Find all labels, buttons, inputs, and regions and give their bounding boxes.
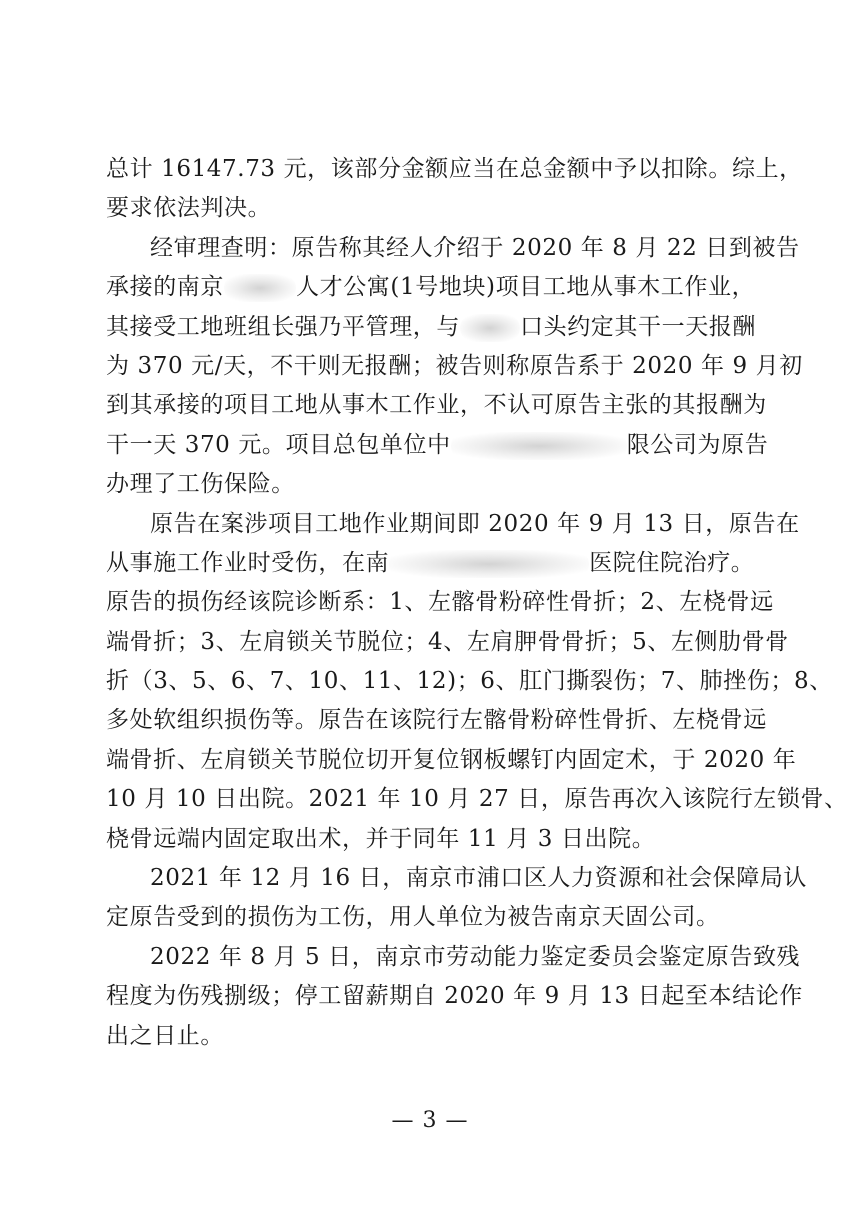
text-line: 原告的损伤经该院诊断系：1、左髂骨粉碎性骨折；2、左桡骨远 — [106, 589, 774, 616]
text-line: 折（3、5、6、7、10、11、12)；6、肛门撕裂伤；7、肺挫伤；8、 — [106, 668, 833, 695]
text-line: 端骨折；3、左肩锁关节脱位；4、左肩胛骨骨折；5、左侧肋骨骨 — [106, 628, 789, 655]
page-number: — 3 — — [391, 1108, 469, 1133]
text-line-redacted — [106, 268, 766, 307]
redaction-blur — [224, 274, 296, 302]
text-line: 桡骨远端内固定取出术，并于同年 11 月 3 日出院。 — [106, 825, 656, 852]
line-text-after-redaction: 医院住院治疗。 — [589, 549, 755, 576]
text-line: 10 月 10 日出院。2021 年 10 月 27 日，原告再次入该院行左锁骨、 — [106, 786, 848, 813]
line-text-after-redaction: 口头约定其干一天报酬 — [520, 313, 756, 340]
line-text-after-redaction: 限公司为原告 — [626, 431, 769, 458]
line-text-before-redaction: 其接受工地班组长强乃平管理，与 — [106, 313, 460, 340]
paragraph-start-line: 经审理查明：原告称其经人介绍于 2020 年 8 月 22 日到被告 — [150, 234, 800, 261]
text-line-redacted — [106, 426, 769, 465]
text-line-redacted — [106, 308, 766, 347]
text-line: 出之日止。 — [106, 1022, 224, 1049]
line-text-before-redaction: 从事施工作业时受伤，在南 — [106, 549, 390, 576]
document-body — [106, 150, 848, 1056]
text-line: 总计 16147.73 元，该部分金额应当在总金额中予以扣除。综上， — [106, 156, 803, 182]
text-line: 要求依法判决。 — [106, 195, 272, 222]
redaction-blur — [460, 314, 520, 342]
text-line: 程度为伤残捌级；停工留薪期自 2020 年 9 月 13 日起至本结论作 — [106, 983, 803, 1010]
line-text-before-redaction: 干一天 370 元。项目总包单位中 — [106, 431, 451, 458]
text-line: 为 370 元/天，不干则无报酬；被告则称原告系于 2020 年 9 月初 — [106, 352, 803, 379]
paragraph-start-line: 2021 年 12 月 16 日，南京市浦口区人力资源和社会保障局认 — [150, 865, 808, 892]
paragraph-start-line: 原告在案涉项目工地作业期间即 2020 年 9 月 13 日，原告在 — [150, 510, 800, 537]
text-line: 定原告受到的损伤为工伤，用人单位为被告南京天固公司。 — [106, 904, 720, 931]
line-text-before-redaction: 承接的南京 — [106, 274, 224, 301]
redaction-blur — [389, 550, 589, 578]
text-line: 到其承接的项目工地从事木工作业，不认可原告主张的其报酬为 — [106, 392, 767, 419]
text-line: 多处软组织损伤等。原告在该院行左髂骨粉碎性骨折、左桡骨远 — [106, 707, 767, 734]
line-text-after-redaction: 人才公寓(1号地块)项目工地从事木工作业， — [296, 274, 756, 301]
text-line: 办理了工伤保险。 — [106, 471, 295, 498]
paragraph-start-line: 2022 年 8 月 5 日，南京市劳动能力鉴定委员会鉴定原告致残 — [150, 943, 801, 970]
redaction-blur — [451, 432, 627, 460]
text-line: 端骨折、左肩锁关节脱位切开复位钢板螺钉内固定术，于 2020 年 — [106, 746, 797, 773]
text-line-redacted — [106, 544, 766, 583]
